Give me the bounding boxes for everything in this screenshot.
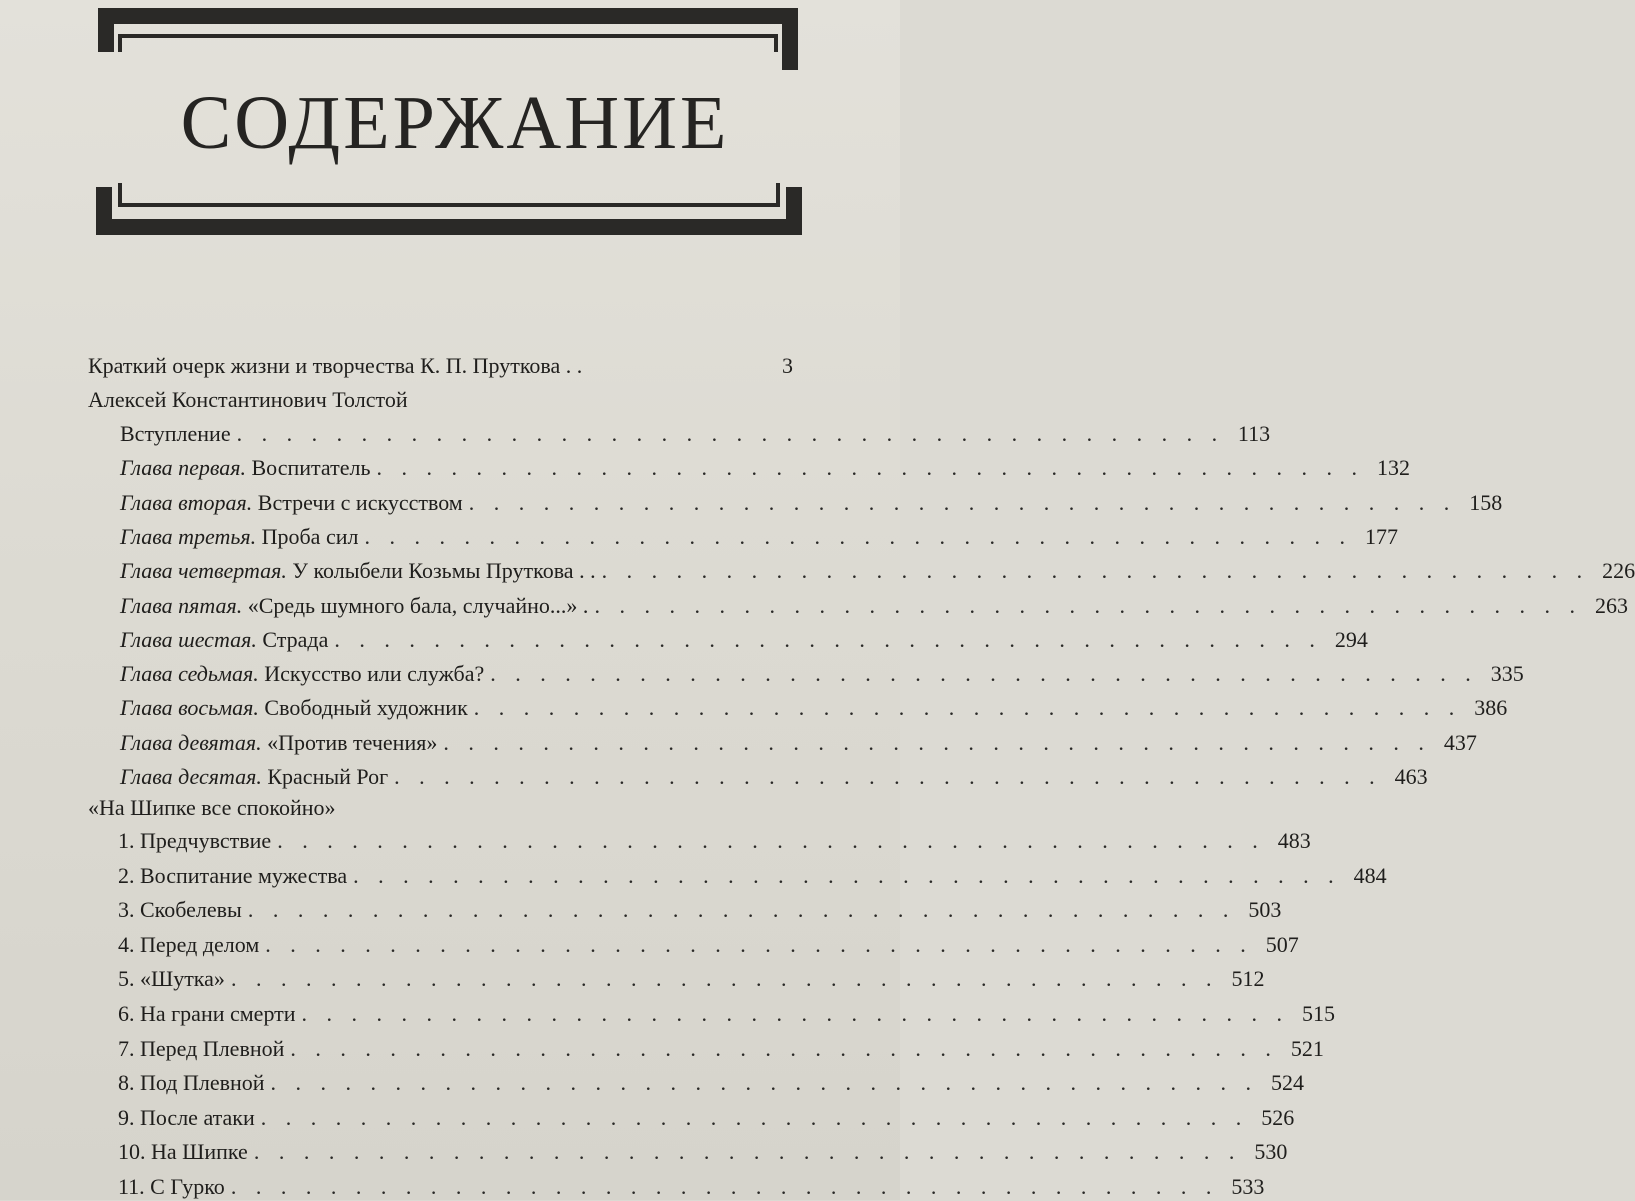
chapter-label: Глава четвертая. (120, 558, 287, 584)
dot-leader: . . . . . . . . . . . . . . . . . . . . . . . . . . . . . . . . . . . . . . . . (260, 1104, 1249, 1130)
toc-entry-page: 530 (1254, 1139, 1288, 1165)
chapter-title: 7. Перед Плевной (118, 1035, 285, 1061)
dot-leader: . . . . . . . . . . . . . . . . . . . . . . . . . . . . . . . . . . . . . . . . (270, 1070, 1259, 1096)
toc-entry[interactable] (118, 896, 1282, 924)
toc-entry-page: 515 (1302, 1001, 1336, 1026)
chapter-title: У колыбели Козьмы Пруткова . . (292, 558, 596, 584)
toc-entry-intro[interactable] (88, 352, 793, 380)
chapter-title: 3. Скобелевы (118, 897, 242, 923)
toc-entry[interactable] (118, 827, 1311, 855)
chapter-title: Проба сил (261, 523, 359, 549)
toc-entry-title (118, 965, 225, 993)
toc-entry-page: 335 (1490, 661, 1524, 687)
toc-entry[interactable] (120, 454, 1411, 482)
dot-leader: . . . . . . . . . . . . . . . . . . . . . . . . . . . . . . . . . . . . . . . . (301, 1001, 1290, 1026)
chapter-title: Встречи с искусством (257, 489, 463, 515)
chapter-title: 11. С Гурко (118, 1174, 225, 1199)
chapter-title: 2. Воспитание мужества (118, 862, 348, 888)
toc-entry[interactable] (120, 729, 1477, 757)
section-heading-tolstoy: Алексей Константинович Толстой (88, 387, 408, 412)
chapter-title: 6. На грани смерти (118, 1001, 296, 1026)
toc-entry[interactable] (118, 1069, 1305, 1097)
toc-entry-title (120, 420, 231, 448)
toc-entry-title (120, 626, 328, 654)
toc-entry-page: 507 (1265, 931, 1299, 957)
toc-entry-title (118, 1000, 296, 1028)
chapter-title: Воспитатель (251, 455, 371, 481)
toc-entry-title (120, 523, 358, 551)
toc-entry[interactable] (120, 489, 1503, 517)
toc-entry-page: 437 (1443, 729, 1477, 755)
toc-entry-page: 463 (1394, 764, 1428, 789)
toc-entry[interactable] (120, 660, 1524, 688)
toc-entry-title (118, 1069, 265, 1097)
dot-leader: . . . . . . . . . . . . . . . . . . . . . . . . . . . . . . . . . . . . . . . . (334, 626, 1322, 652)
toc-entry-page: 3 (782, 353, 793, 378)
toc-entry-title (120, 557, 596, 585)
toc-entry[interactable] (118, 1104, 1295, 1132)
dot-leader: . . . . . . . . . . . . . . . . . . . . . . . . . . . . . . . . . . . . . . . . (490, 661, 1478, 687)
toc-entry-title (118, 1173, 225, 1201)
toc-entry-page: 512 (1231, 966, 1265, 992)
chapter-label: Глава шестая. (120, 626, 257, 652)
chapter-title: «Против течения» (267, 729, 438, 755)
toc-entry[interactable] (120, 523, 1398, 551)
toc-entry-page: 113 (1237, 421, 1271, 446)
dot-leader: . . . . . . . . . . . . . . . . . . . . . . . . . . . . . . . . . . . . . . . . (394, 764, 1382, 789)
toc-entry-title (120, 660, 484, 688)
toc-entry-title: Краткий очерк жизни и творчества К. П. Пруткова . . (88, 353, 583, 378)
toc-entry-page: 483 (1277, 828, 1311, 853)
dot-leader: . . . . . . . . . . . . . . . . . . . . . . . . . . . . . . . . . . . . . . . . (253, 1139, 1242, 1165)
toc-entry[interactable] (118, 931, 1299, 959)
chapter-title: Страда (262, 626, 329, 652)
chapter-label: Глава третья. (120, 523, 257, 549)
toc-entry-page: 526 (1261, 1104, 1295, 1130)
toc-entry[interactable] (118, 862, 1387, 890)
toc-entry-title (120, 454, 371, 482)
chapter-label: Глава первая. (120, 455, 246, 481)
toc-entry-title (120, 489, 463, 517)
chapter-label: Глава вторая. (120, 489, 253, 515)
toc-entry-page: 294 (1334, 626, 1368, 652)
toc-entry-title (120, 694, 468, 722)
chapter-title: «Средь шумного бала, случайно...» . (247, 592, 589, 618)
dot-leader: . . . . . . . . . . . . . . . . . . . . . . . . . . . . . . . . . . . . . . . . (353, 862, 1341, 888)
toc-entry-title (118, 931, 259, 959)
dot-leader: . . . . . . . . . . . . . . . . . . . . . . . . . . . . . . . . . . . . . . . . (247, 897, 1236, 923)
dot-leader: . . . . . . . . . . . . . . . . . . . . . . . . . . . . . . . . . . . . . . . . (265, 931, 1253, 957)
dot-leader: . . . . . . . . . . . . . . . . . . . . . . . . . . . . . . . . . . . . . . . . (473, 695, 1462, 721)
toc-entry[interactable] (120, 420, 1271, 448)
section-heading-shipka: «На Шипке все спокойно» (88, 795, 336, 820)
toc-entry[interactable] (120, 763, 1428, 791)
toc-entry[interactable] (120, 694, 1508, 722)
chapter-label: Глава седьмая. (120, 661, 259, 687)
chapter-title: 5. «Шутка» (118, 966, 225, 992)
chapter-title: 1. Предчувствие (118, 828, 272, 853)
toc-entry-title (118, 1138, 248, 1166)
chapter-title: Свободный художник (264, 695, 468, 721)
toc-entry[interactable] (118, 1138, 1288, 1166)
toc-entry-page: 524 (1271, 1070, 1305, 1096)
chapter-title: 4. Перед делом (118, 931, 260, 957)
toc-entry[interactable] (118, 965, 1265, 993)
toc-entry[interactable] (120, 592, 1628, 620)
page-title: СОДЕРЖАНИЕ (180, 81, 730, 165)
toc-entry-title (118, 896, 242, 924)
toc-entry-page: 503 (1248, 897, 1282, 923)
toc-entry-title (120, 763, 388, 791)
dot-leader: . . . . . . . . . . . . . . . . . . . . . . . . . . . . . . . . . . . . . . . . (230, 1174, 1219, 1199)
toc-entry-title (118, 862, 347, 890)
toc-entry-title (118, 827, 271, 855)
toc-entry[interactable] (118, 1000, 1336, 1028)
dot-leader: . . . . . . . . . . . . . . . . . . . . . . . . . . . . . . . . . . . . . . . . (376, 455, 1365, 481)
dot-leader: . . . . . . . . . . . . . . . . . . . . . . . . . . . . . . . . . . . . . . . . (236, 421, 1225, 446)
toc-entry-page: 177 (1364, 523, 1398, 549)
chapter-title: 9. После атаки (118, 1104, 255, 1130)
toc-entry[interactable] (118, 1173, 1265, 1201)
toc-entry-page: 263 (1594, 592, 1628, 618)
chapter-label: Глава десятая. (120, 764, 262, 789)
dot-leader: . . . . . . . . . . . . . . . . . . . . . . . . . . . . . . . . . . . . . . . . (277, 828, 1265, 853)
toc-entry-title (118, 1104, 255, 1132)
dot-leader: . . . . . . . . . . . . . . . . . . . . . . . . . . . . . . . . . . . . . . . . (594, 592, 1582, 618)
dot-leader: . . . . . . . . . . . . . . . . . . . . . . . . . . . . . . . . . . . . . . . . (290, 1035, 1278, 1061)
chapter-title: 8. Под Плевной (118, 1070, 265, 1096)
toc-entry-title (120, 729, 437, 757)
toc-entry-page: 226 (1602, 558, 1635, 584)
toc-entry[interactable] (118, 1035, 1324, 1063)
dot-leader: . . . . . . . . . . . . . . . . . . . . . . . . . . . . . . . . . . . . . . . . (601, 558, 1590, 584)
toc-entry-page: 158 (1469, 489, 1503, 515)
chapter-title: 10. На Шипке (118, 1139, 248, 1165)
toc-entry-title (118, 1035, 284, 1063)
toc-entry[interactable] (120, 557, 1635, 585)
chapter-label: Глава восьмая. (120, 695, 259, 721)
chapter-title: Вступление (120, 421, 231, 446)
dot-leader: . . . . . . . . . . . . . . . . . . . . . . . . . . . . . . . . . . . . . . . . (443, 729, 1431, 755)
toc-entry-page: 533 (1231, 1174, 1265, 1199)
dot-leader: . . . . . . . . . . . . . . . . . . . . . . . . . . . . . . . . . . . . . . . . (468, 489, 1457, 515)
toc-entry-page: 484 (1353, 862, 1387, 888)
toc-entry-page: 386 (1474, 695, 1508, 721)
toc-entry[interactable] (120, 626, 1368, 654)
toc-entry-page: 521 (1290, 1035, 1324, 1061)
dot-leader: . . . . . . . . . . . . . . . . . . . . . . . . . . . . . . . . . . . . . . . . (364, 523, 1352, 549)
dot-leader: . . . . . . . . . . . . . . . . . . . . . . . . . . . . . . . . . . . . . . . . (230, 966, 1219, 992)
chapter-label: Глава пятая. (120, 592, 243, 618)
chapter-label: Глава девятая. (120, 729, 262, 755)
chapter-title: Искусство или служба? (264, 661, 485, 687)
toc-entry-title (120, 592, 588, 620)
toc-entry-page: 132 (1377, 455, 1411, 481)
chapter-title: Красный Рог (267, 764, 389, 789)
